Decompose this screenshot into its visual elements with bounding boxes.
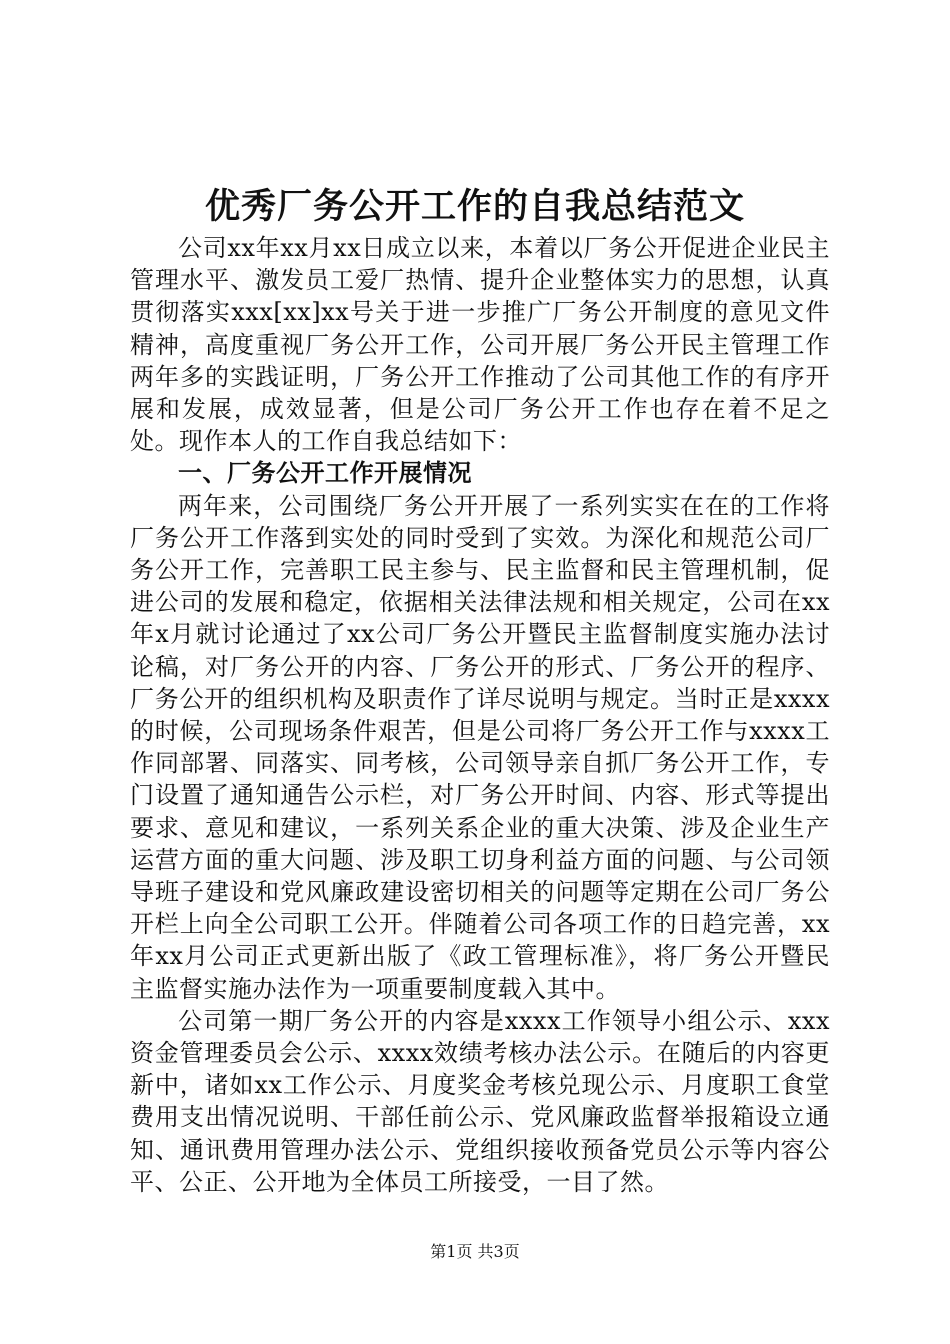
paragraph-progress: 两年来，公司围绕厂务公开开展了一系列实实在在的工作将厂务公开工作落到实处的同时受到了实效。为深化和规范公司厂务公开工作，完善职工民主参与、民主监督和民主管理机制，促进公司的发展和稳定，依据相关法律法规和相关规定，公司在xx年x月就讨论通过了xx公司厂务公开暨民主监督制度实施办法讨论稿，对厂务公开的内容、厂务公开的形式、厂务公开的程序、厂务公开的组织机构及职责作了详尽说明与规定。当时正是xxxx的时候，公司现场条件艰苦，但是公司将厂务公开工作与xxxx工作同部署、同落实、同考核，公司领导亲自抓厂务公开工作，专门设置了通知通告公示栏，对厂务公开时间、内容、形式等提出要求、意见和建议，一系列关系企业的重大决策、涉及企业生产运营方面的重大问题、涉及职工切身利益方面的问题、与公司领导班子建设和党风廉政建设密切相关的问题等定期在公司厂务公开栏上向全公司职工公开。伴随着公司各项工作的日趋完善，xx年xx月公司正式更新出版了《政工管理标准》，将厂务公开暨民主监督实施办法作为一项重要制度载入其中。 xyxy=(130,491,830,1003)
page-footer: 第1页 共3页 xyxy=(430,1242,520,1261)
section-heading: 一、厂务公开工作开展情况 xyxy=(178,458,472,488)
document-title: 优秀厂务公开工作的自我总结范文 xyxy=(204,186,745,227)
paragraph-intro: 公司xx年xx月xx日成立以来，本着以厂务公开促进企业民主管理水平、激发员工爱厂热情、提升企业整体实力的思想，认真贯彻落实xxx[xx]xx号关于进一步推广厂务公开制度的意见文件精神，高度重视厂务公开工作，公司开展厂务公开民主管理工作两年多的实践证明，厂务公开工作推动了公司其他工作的有序开展和发展，成效显著，但是公司厂务公开工作也存在着不足之处。现作本人的工作自我总结如下： xyxy=(130,234,830,456)
document-body xyxy=(130,232,830,1198)
paragraph-content: 公司第一期厂务公开的内容是xxxx工作领导小组公示、xxx资金管理委员会公示、xxxx效绩考核办法公示。在随后的内容更新中，诸如xx工作公示、月度奖金考核兑现公示、月度职工食堂费用支出情况说明、干部任前公示、党风廉政监督举报箱设立通知、通讯费用管理办法公示、党组织接收预备党员公示等内容公平、公正、公开地为全体员工所接受，一目了然。 xyxy=(130,1006,830,1196)
